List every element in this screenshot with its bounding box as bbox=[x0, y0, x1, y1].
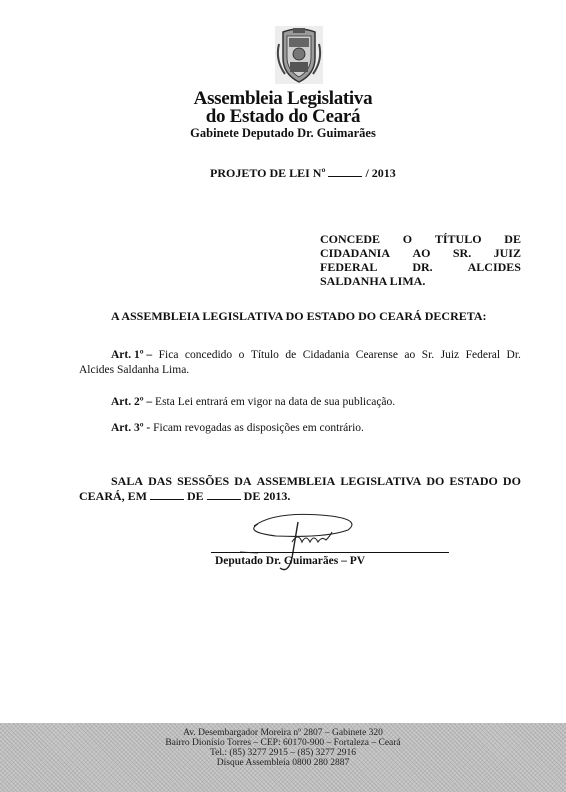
signer-name: Deputado Dr. Guimarães – PV bbox=[215, 555, 366, 567]
footer-phone: Tel.: (85) 3277 2915 – (85) 3277 2916 bbox=[209, 748, 357, 758]
office-name: Gabinete Deputado Dr. Guimarães bbox=[190, 126, 376, 140]
month-blank bbox=[207, 489, 241, 500]
coat-of-arms-icon bbox=[273, 24, 325, 86]
session-closing bbox=[79, 474, 521, 504]
summary-line: FEDERAL DR. ALCIDES bbox=[320, 260, 521, 274]
bill-number bbox=[210, 166, 396, 181]
closing-line: SALA DAS SESSÕES DA ASSEMBLEIA LEGISLATIVA DO ESTADO DO bbox=[111, 474, 521, 488]
bill-summary bbox=[320, 232, 521, 288]
handwritten-signature bbox=[236, 508, 366, 580]
article-1-line: Alcides Saldanha Lima. bbox=[79, 364, 190, 376]
footer-address-band bbox=[0, 723, 566, 792]
article-text: Ficam revogadas as disposições em contrário. bbox=[153, 422, 364, 434]
article-label: Art. 3º - bbox=[111, 422, 151, 434]
footer-address: Av. Desembargador Moreira nº 2807 – Gabinete 320 bbox=[183, 728, 383, 738]
article-3 bbox=[111, 422, 364, 434]
organization-name: Assembleia Legislativa bbox=[193, 88, 373, 109]
article-label: Art. 1º – bbox=[111, 349, 153, 361]
organization-name-line2: do Estado do Ceará bbox=[205, 106, 361, 127]
summary-line: SALDANHA LIMA. bbox=[320, 274, 426, 288]
article-text: Esta Lei entrará em vigor na data de sua publicação. bbox=[155, 396, 396, 408]
bill-number-blank bbox=[328, 166, 362, 177]
article-label: Art. 2º – bbox=[111, 396, 153, 408]
day-blank bbox=[150, 489, 184, 500]
summary-line: CONCEDE O TÍTULO DE bbox=[320, 232, 521, 246]
article-1-line: Art. 1º – Fica concedido o Título de Cidadania Cearense ao Sr. Juiz Federal Dr. bbox=[111, 349, 521, 361]
closing-line: CEARÁ, EM DE DE 2013. bbox=[79, 489, 291, 503]
bill-prefix: PROJETO DE LEI Nº bbox=[210, 166, 326, 180]
footer-neighborhood: Bairro Dionísio Torres – CEP: 60170-900 – Fortaleza – Ceará bbox=[165, 738, 401, 748]
decree-heading: A ASSEMBLEIA LEGISLATIVA DO ESTADO DO CEARÁ DECRETA: bbox=[111, 309, 487, 323]
signature-line bbox=[211, 552, 449, 553]
footer-hotline: Disque Assembleia 0800 280 2887 bbox=[216, 758, 350, 768]
summary-line: CIDADANIA AO SR. JUIZ bbox=[320, 246, 521, 260]
article-2 bbox=[111, 396, 395, 408]
bill-year: / 2013 bbox=[365, 166, 396, 180]
article-1 bbox=[79, 348, 521, 378]
